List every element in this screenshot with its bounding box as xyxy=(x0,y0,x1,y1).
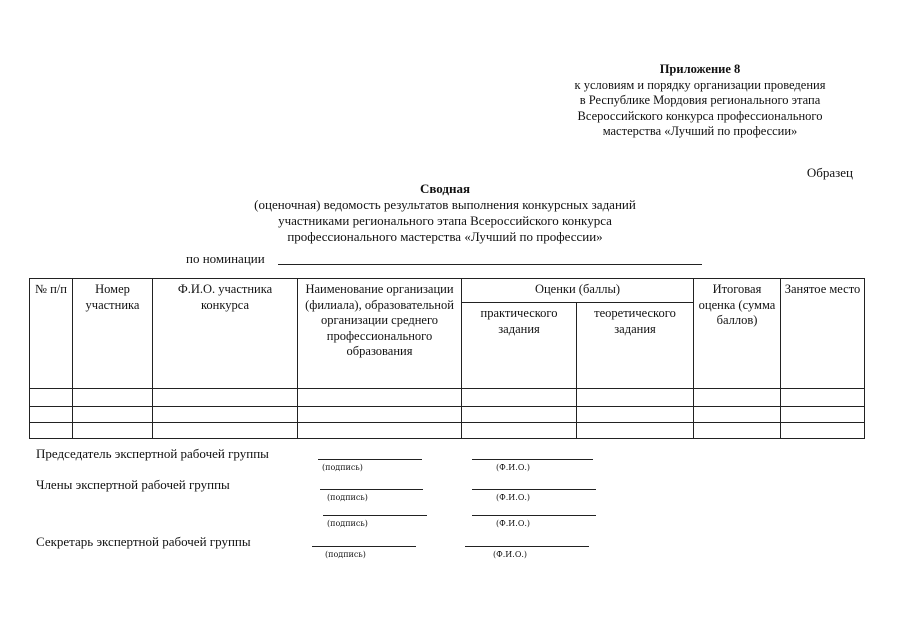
sample-label: Образец xyxy=(806,165,853,180)
col-total-header: Итоговая оценка (сумма баллов) xyxy=(694,279,781,389)
members-label: Члены экспертной рабочей группы xyxy=(36,477,230,492)
title-line-1: (оценочная) ведомость результатов выполнения конкурсных заданий xyxy=(254,197,636,212)
appendix-line-3: Всероссийского конкурса профессионального xyxy=(577,108,823,123)
secretary-fio-line[interactable] xyxy=(465,546,589,547)
chairman-label: Председатель экспертной рабочей группы xyxy=(36,446,269,461)
secretary-label: Секретарь экспертной рабочей группы xyxy=(36,534,251,549)
member1-fio-caption: (Ф.И.О.) xyxy=(496,493,531,502)
title-line-3: профессионального мастерства «Лучший по профессии» xyxy=(287,229,603,244)
chairman-sign-caption: (подпись) xyxy=(322,463,363,472)
col-num-header: № п/п xyxy=(30,279,73,389)
appendix-line-2: в Республике Мордовия регионального этапа xyxy=(579,93,821,107)
member2-fio-line[interactable] xyxy=(472,515,596,516)
member1-sign-line[interactable] xyxy=(320,489,423,490)
member2-sign-line[interactable] xyxy=(323,515,427,516)
table-row xyxy=(30,423,865,439)
nomination-blank-line[interactable] xyxy=(278,264,702,265)
col-participant-no-header: Номер участника xyxy=(73,279,153,389)
chairman-sign-line[interactable] xyxy=(318,459,422,460)
results-table xyxy=(29,278,865,439)
member2-fio-caption: (Ф.И.О.) xyxy=(496,519,531,528)
secretary-sign-caption: (подпись) xyxy=(325,550,366,559)
table-row xyxy=(30,389,865,407)
title-line-2: участниками регионального этапа Всероссийского конкурса xyxy=(278,213,612,228)
title-bold: Сводная xyxy=(419,181,471,196)
col-practical-header: практического задания xyxy=(462,303,577,389)
secretary-fio-caption: (Ф.И.О.) xyxy=(493,550,528,559)
chairman-fio-line[interactable] xyxy=(472,459,593,460)
nomination-label: по номинации xyxy=(186,251,265,266)
col-place-header: Занятое место xyxy=(781,279,865,389)
member2-sign-caption: (подпись) xyxy=(327,519,368,528)
secretary-sign-line[interactable] xyxy=(312,546,416,547)
member1-fio-line[interactable] xyxy=(472,489,596,490)
col-theoretical-header: теоретического задания xyxy=(577,303,694,389)
col-fio-header: Ф.И.О. участника конкурса xyxy=(153,279,298,389)
appendix-line-1: к условиям и порядку организации проведения xyxy=(574,77,826,92)
table-header-row xyxy=(30,279,865,303)
col-scores-header: Оценки (баллы) xyxy=(462,279,694,303)
document-title xyxy=(150,181,740,245)
col-org-header: Наименование организации (филиала), образовательной организации среднего профессионального образования xyxy=(298,279,462,389)
table-row xyxy=(30,407,865,423)
appendix-header xyxy=(535,62,865,140)
appendix-line-4: мастерства «Лучший по профессии» xyxy=(602,124,798,138)
member1-sign-caption: (подпись) xyxy=(327,493,368,502)
chairman-fio-caption: (Ф.И.О.) xyxy=(496,463,531,472)
appendix-title: Приложение 8 xyxy=(659,62,741,76)
